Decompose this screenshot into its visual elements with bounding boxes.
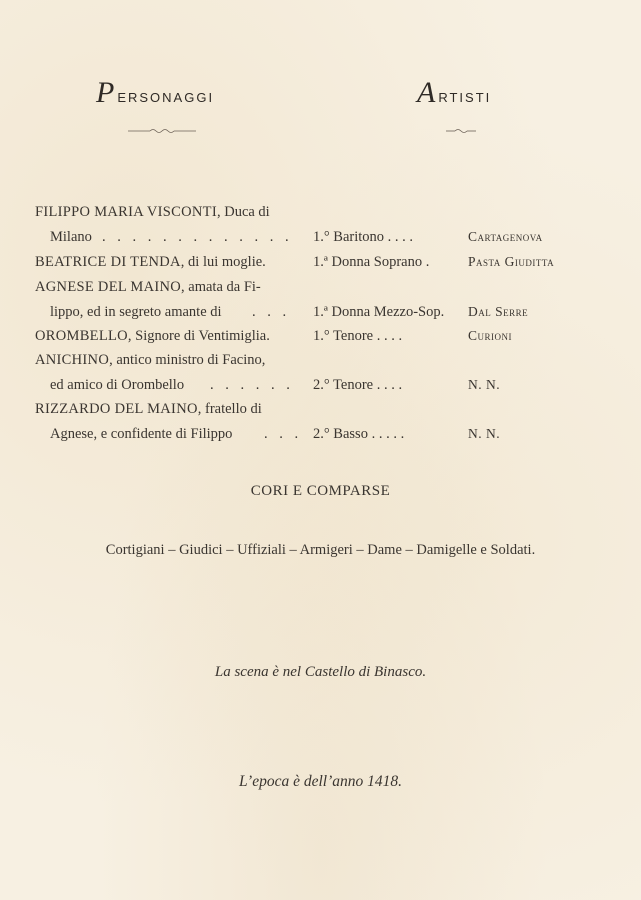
- role-description: , amata da Fi-: [181, 279, 261, 295]
- artist-name: Cartagenova: [468, 229, 543, 244]
- role-description: , antico ministro di Facino,: [109, 352, 266, 368]
- role-name: RIZZARDO DEL MAINO: [35, 401, 198, 417]
- role-row: [0, 422, 641, 446]
- voice-type: 1.ª Donna Soprano .: [313, 254, 430, 270]
- role-name: OROMBELLO: [35, 328, 128, 344]
- leader-dots: . . .: [264, 426, 303, 442]
- role-row: [0, 300, 641, 324]
- personaggi-initial: P: [96, 76, 117, 109]
- artist-name: N. N.: [468, 377, 501, 392]
- leader-dots: . . . . . .: [210, 377, 294, 393]
- role-description-cont: ed amico di Orombello: [50, 377, 185, 393]
- leader-dots: . . .: [252, 304, 291, 320]
- role-row: [0, 324, 641, 348]
- leader-dots: . . . . . . . . . . . . .: [102, 229, 293, 245]
- artist-name: Pasta Giuditta: [468, 254, 555, 269]
- role-row: [0, 250, 641, 274]
- voice-type: 2.° Tenore . . . .: [313, 377, 403, 393]
- personaggi-heading: [96, 76, 214, 110]
- role-row: [0, 275, 641, 299]
- role-row: [0, 397, 641, 421]
- artisti-heading: [417, 76, 491, 110]
- artisti-rest: RTISTI: [438, 90, 492, 105]
- role-description: , di lui moglie.: [180, 254, 266, 270]
- role-name: FILIPPO MARIA VISCONTI: [35, 204, 217, 220]
- role-row: [0, 373, 641, 397]
- role-name: AGNESE DEL MAINO: [35, 279, 182, 295]
- cori-title: CORI E COMPARSE: [250, 483, 391, 499]
- artist-name: N. N.: [468, 426, 501, 441]
- ornament-flourish-icon: [128, 127, 196, 135]
- epoch-note: L’epoca è dell’anno 1418.: [239, 773, 402, 790]
- cori-list: Cortigiani – Giudici – Uffiziali – Armigeri – Dame – Damigelle e Soldati.: [105, 542, 536, 558]
- role-description-cont: lippo, ed in segreto amante di: [50, 304, 222, 320]
- ornament-flourish-icon: [446, 127, 476, 135]
- role-description-cont: Milano: [50, 229, 92, 245]
- role-name: BEATRICE DI TENDA: [35, 254, 181, 270]
- role-row: [0, 200, 641, 224]
- role-row: [0, 225, 641, 249]
- scene-setting: La scena è nel Castello di Binasco.: [214, 664, 427, 680]
- voice-type: 1.° Baritono . . . .: [313, 229, 414, 245]
- voice-type: 2.° Basso . . . . .: [313, 426, 405, 442]
- artist-name: Dal Serre: [468, 304, 529, 319]
- voice-type: 1.ª Donna Mezzo-Sop.: [313, 304, 445, 320]
- role-description: , Duca di: [216, 204, 270, 220]
- personaggi-rest: ERSONAGGI: [117, 90, 215, 105]
- role-name: ANICHINO: [35, 352, 110, 368]
- artist-name: Curioni: [468, 328, 512, 343]
- role-row: [0, 348, 641, 372]
- voice-type: 1.° Tenore . . . .: [313, 328, 403, 344]
- artisti-initial: A: [417, 76, 438, 109]
- role-description: , Signore di Ventimiglia.: [127, 328, 270, 344]
- role-description: , fratello di: [197, 401, 262, 417]
- role-description-cont: Agnese, e confidente di Filippo: [50, 426, 233, 442]
